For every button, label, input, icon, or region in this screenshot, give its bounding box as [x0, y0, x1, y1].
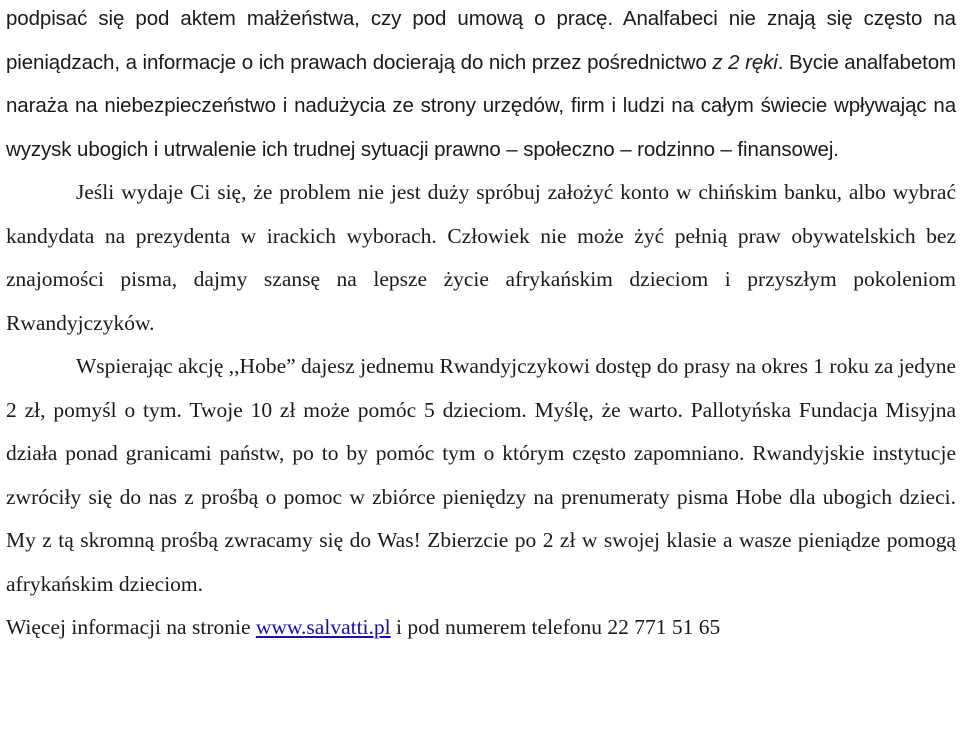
contact-prefix: Więcej informacji na stronie [6, 615, 256, 639]
paragraph-text: Jeśli wydaje Ci się, że problem nie jest duży spróbuj założyć konto w chińskim banku, albo wybrać kandydata na prezydenta w irackich wyborach. Człowiek nie może żyć pełnią praw obywatelskich bez znajomości pisma, dajmy szansę na lepsze życie afrykańskim dzieciom i przyszłym pokoleniom Rwandyjczyków. [6, 180, 956, 335]
paragraph-hobe-campaign [6, 345, 956, 606]
contact-suffix: i pod numerem telefonu 22 771 51 65 [390, 615, 721, 639]
paragraph-appeal [6, 171, 956, 345]
paragraph-text: podpisać się pod aktem małżeństwa, czy pod umową o pracę. Analfabeci nie znają się często na pieniądzach, a informacje o ich prawach docierają do nich przez pośrednictwo [6, 7, 956, 74]
paragraph-text: Wspierając akcję ,,Hobe” dajesz jednemu Rwandyjczykowi dostęp do prasy na okres 1 roku za jedyne 2 zł, pomyśl o tym. Twoje 10 zł może pomóc 5 dzieciom. Myślę, że warto. Pallotyńska Fundacja Misyjna działa ponad granicami państw, po to by pomóc tym o którym często zapomniano. Rwandyjskie instytucje zwróciły się do nas z prośbą o pomoc w zbiórce pieniędzy na prenumeraty pisma Hobe dla ubogich dzieci. My z tą skromną prośbą zwracamy się do Was! Zbierzcie po 2 zł w swojej klasie a wasze pieniądze pomogą afrykańskim dzieciom. [6, 354, 956, 596]
emphasized-text: z 2 ręki [712, 50, 778, 74]
website-link[interactable]: www.salvatti.pl [255, 615, 391, 639]
document-page [6, 0, 956, 650]
paragraph-text-continued: . Bycie analfabetom naraża na niebezpieczeństwo i nadużycia ze strony urzędów, firm i ludzi na całym świecie wpływając na wyzysk ubogich i utrwalenie ich trudnej sytuacji prawno – społeczno – rodzinno – finansowej. [6, 50, 957, 161]
contact-line [6, 606, 956, 650]
paragraph-illiteracy-risks [6, 0, 956, 171]
